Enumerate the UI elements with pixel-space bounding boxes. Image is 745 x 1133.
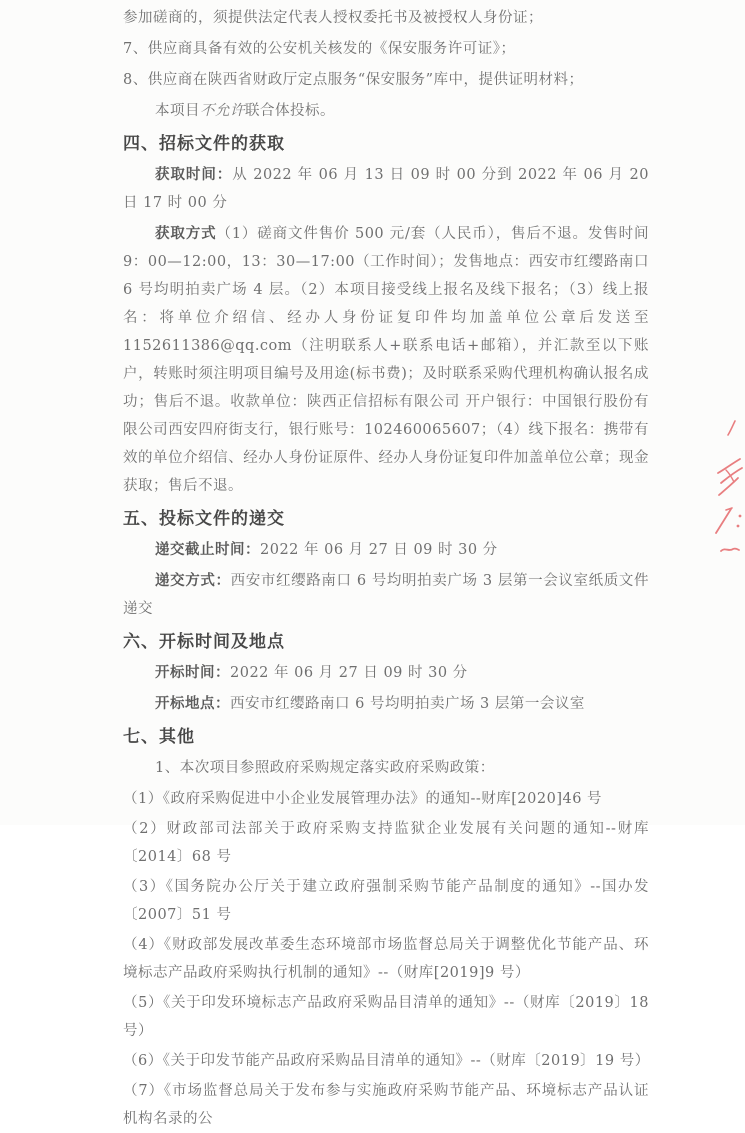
policy-item-4: （4）《财政部发展改革委生态环境部市场监督总局关于调整优化节能产品、环境标志产品政府采购执行机制的通知》--（财库[2019]9 号） (123, 937, 649, 981)
acquisition-method-value: （1）磋商文件售价 500 元/套（人民币），售后不退。发售时间 9：00—12:00，13：30—17:00（工作时间）；发售地点：西安市红缨路南口 6 号均明拍卖广场 4 层。（2）本项目接受线上报名及线下报名；（3）线上报名：将单位介绍信、经办人身份证复印件均加盖单位公章后发送至 1152611386@qq.com（注明联系人+联系电话+邮箱），并汇款至以下账户，转账时须注明项目编号及用途(标书费)；及时联系采购代理机构确认报名成功；售后不退。收款单位：陕西正信招标有限公司 开户银行：中国银行股份有限公司西安四府街支行，银行账号：102460065607；（4）线下报名：携带有效的单位介绍信、经办人身份证原件、经办人身份证复印件加盖单位公章；现金获取；售后不退。 (123, 226, 649, 494)
joint-bid-prefix: 本项目 (155, 103, 200, 119)
pre-qualification-line: 参加磋商的，须提供法定代表人授权委托书及被授权人身份证； (123, 10, 543, 26)
section-heading-bid-opening: 六、开标时间及地点 (123, 632, 285, 652)
supplier-requirement-8: 8、供应商在陕西省财政厅定点服务“保安服务”库中，提供证明材料； (123, 72, 584, 88)
submission-deadline-line (123, 536, 649, 564)
opening-time-label: 开标时间： (155, 664, 230, 681)
opening-place-line (123, 690, 649, 718)
submission-method-value: 西安市红缨路南口 6 号均明拍卖广场 3 层第一会议室纸质文件递交 (123, 573, 649, 617)
supplier-requirement-7: 7、供应商具备有效的公安机关核发的《保安服务许可证》； (123, 41, 516, 57)
policy-item-6: （6）《关于印发节能产品政府采购品目清单的通知》--（财库〔2019〕19 号） (123, 1053, 650, 1069)
opening-time-line (123, 659, 649, 687)
policy-item-7: （7）《市场监督总局关于发布参与实施政府采购节能产品、环境标志产品认证机构名录的公 (123, 1083, 649, 1127)
red-ink-scribble-icon (712, 456, 744, 500)
joint-bid-suffix: 联合体投标。 (245, 103, 335, 119)
section-heading-bid-submission: 五、投标文件的递交 (123, 509, 285, 529)
policy-item-2: （2）财政部司法部关于政府采购支持监狱企业发展有关问题的通知--财库〔2014〕68 号 (123, 821, 649, 865)
joint-bid-emphasis: 不允许 (200, 103, 245, 119)
policy-item-1: （1）《政府采购促进中小企业发展管理办法》的通知--财库[2020]46 号 (123, 791, 603, 807)
red-ink-tick-icon (726, 420, 738, 436)
section-heading-other: 七、其他 (123, 727, 195, 747)
policy-intro-line: 1、本次项目参照政府采购规定落实政府采购政策： (155, 760, 495, 776)
red-ink-dash-icon (720, 545, 740, 555)
acquisition-method-label: 获取方式 (155, 225, 217, 242)
acquisition-method-paragraph (123, 220, 649, 500)
policy-item-5: （5）《关于印发环境标志产品政府采购品目清单的通知》--（财库〔2019〕18 号） (123, 995, 649, 1039)
opening-place-value: 西安市红缨路南口 6 号均明拍卖广场 3 层第一会议室 (230, 696, 585, 712)
submission-deadline-label: 递交截止时间： (155, 541, 260, 558)
opening-time-value: 2022 年 06 月 27 日 09 时 30 分 (230, 665, 468, 681)
acquisition-time-line (123, 161, 649, 217)
submission-method-label: 递交方式： (155, 572, 231, 589)
acquisition-time-label: 获取时间： (155, 166, 233, 183)
submission-method-line (123, 567, 649, 623)
red-ink-seven-colon-icon (712, 506, 745, 536)
section-heading-document-acquisition: 四、招标文件的获取 (123, 134, 285, 154)
joint-bid-statement (123, 97, 649, 125)
policy-item-3: （3）《国务院办公厅关于建立政府强制采购节能产品制度的通知》--国办发〔2007〕51 号 (123, 879, 649, 923)
submission-deadline-value: 2022 年 06 月 27 日 09 时 30 分 (260, 542, 498, 558)
acquisition-time-value: 从 2022 年 06 月 13 日 09 时 00 分到 2022 年 06 月 20 日 17 时 00 分 (123, 167, 649, 211)
opening-place-label: 开标地点： (155, 695, 230, 712)
